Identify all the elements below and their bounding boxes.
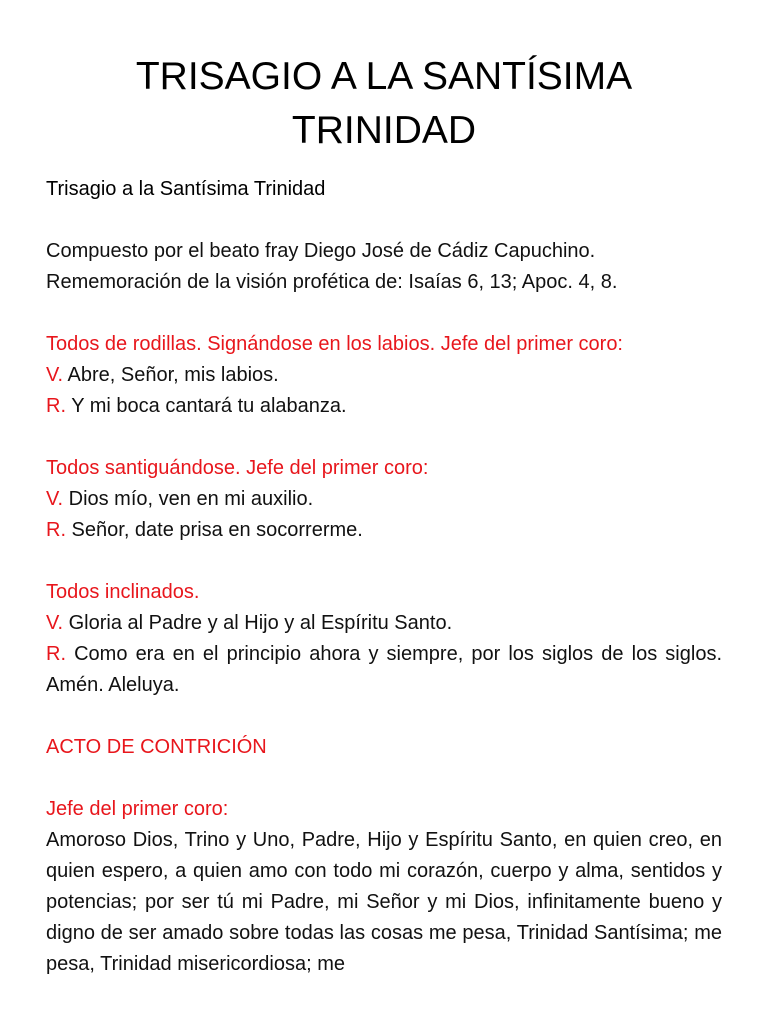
versicle-marker: V.	[46, 364, 64, 386]
page-title-line-1: TRISAGIO A LA SANTÍSIMA	[135, 55, 633, 98]
response-text: Y mi boca cantará tu alabanza.	[66, 395, 347, 417]
section-opening	[46, 329, 722, 422]
response-line	[46, 639, 722, 701]
versicle-line	[46, 484, 722, 515]
versicle-text: Dios mío, ven en mi auxilio.	[63, 488, 314, 510]
contrition-paragraph: Amoroso Dios, Trino y Uno, Padre, Hijo y Espíritu Santo, en quien creo, en quien espero, a quien amo con todo mi corazón, cuerpo y alma, sentidos y potencias; por ser tú mi Padre, mi Señor y mi Dios, infinitamente bueno y digno de ser amado sobre todas las cosas me pesa, Trinidad Santísima; me pesa, Trinidad misericordiosa; me	[46, 829, 722, 975]
response-marker: R.	[46, 643, 66, 665]
intro-paragraph	[46, 236, 722, 298]
versicle-line	[46, 608, 722, 639]
page-title	[46, 0, 722, 158]
versicle-text: Gloria al Padre y al Hijo y al Espíritu Santo.	[63, 612, 453, 634]
intro-line-2: Rememoración de la visión profética de: Isaías 6, 13; Apoc. 4, 8.	[46, 271, 618, 293]
response-line	[46, 515, 722, 546]
page-title-line-2: TRINIDAD	[291, 109, 477, 152]
response-text: Como era en el principio ahora y siempre, por los siglos de los siglos. Amén. Aleluya.	[46, 643, 722, 696]
versicle-line	[46, 360, 722, 391]
document-subtitle: Trisagio a la Santísima Trinidad	[46, 178, 326, 200]
response-marker: R.	[46, 519, 66, 541]
section-gloria	[46, 577, 722, 701]
response-text: Señor, date prisa en socorrerme.	[66, 519, 363, 541]
heading-act-of-contrition: ACTO DE CONTRICIÓN	[46, 736, 267, 758]
versicle-text: Abre, Señor, mis labios.	[63, 364, 279, 386]
section-contrition	[46, 794, 722, 980]
response-line	[46, 391, 722, 422]
rubric-first-choir: Jefe del primer coro:	[46, 798, 229, 820]
rubric-inclined: Todos inclinados.	[46, 581, 200, 603]
versicle-marker: V.	[46, 612, 64, 634]
intro-line-1: Compuesto por el beato fray Diego José de Cádiz Capuchino.	[46, 240, 596, 262]
rubric-opening: Todos de rodillas. Signándose en los labios. Jefe del primer coro:	[46, 333, 623, 355]
response-marker: R.	[46, 395, 66, 417]
section-sign-of-cross	[46, 453, 722, 546]
rubric-sign-of-cross: Todos santiguándose. Jefe del primer coro:	[46, 457, 429, 479]
versicle-marker: V.	[46, 488, 64, 510]
